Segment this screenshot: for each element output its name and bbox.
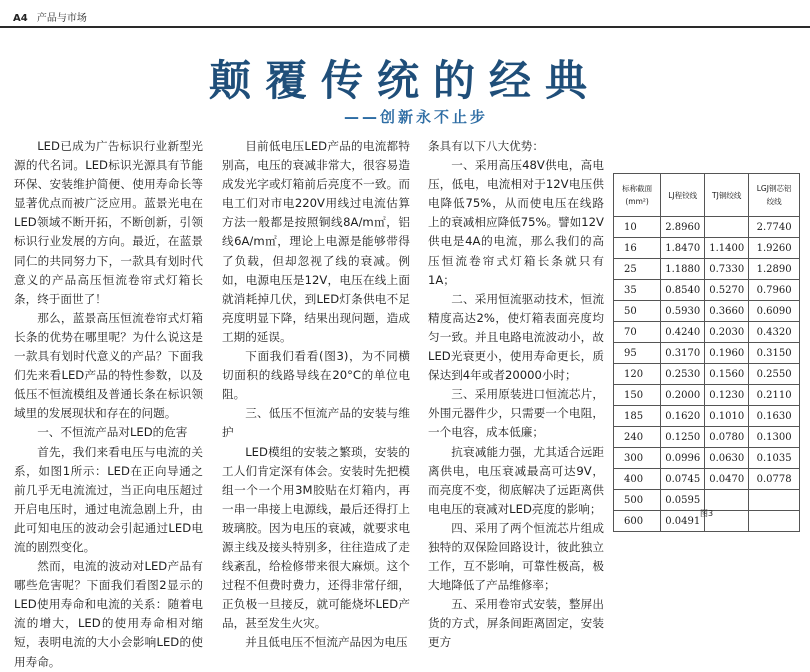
article-subtitle: ——创新永不止步	[343, 108, 488, 126]
table-cell: 600	[614, 511, 661, 532]
table-row	[614, 343, 800, 364]
text-column-3	[428, 137, 604, 650]
table-cell: 0.2530	[661, 364, 705, 385]
paragraph: 三、采用原装进口恒流芯片，外围元器件少，只需要一个电阻，一个电容，成本低廉；	[428, 387, 604, 440]
table-cell: 0.0780	[705, 427, 749, 448]
table-cell: 1.1400	[705, 238, 749, 259]
table-row	[614, 385, 800, 406]
table-header-cell: 标称截面(mm²)	[614, 174, 661, 217]
paragraph: 目前低电压LED产品的电流都特别高，电压的衰减非常大，很容易造成发光字或灯箱前后亮度不一致。而电工们对市电220V用线过电流估算方法一般都是按照铜线8A/m㎡，铝线6A/m㎡，理论上电源是能够带得了负载，但却忽视了线的衰减。例如，电源电压是12V，电压在线上面就消耗掉几伏，到LED灯条供电不足亮度明显下降，结果出现问题，造成工期的延误。	[222, 139, 410, 344]
table-cell: 0.1560	[705, 364, 749, 385]
section-name: 产品与市场	[36, 13, 87, 24]
table-cell: 0.1035	[749, 448, 800, 469]
table-cell: 150	[614, 385, 661, 406]
table-cell: 0.2550	[749, 364, 800, 385]
table-cell: 2.7740	[749, 217, 800, 238]
table-cell: 0.1630	[749, 406, 800, 427]
paragraph: 条具有以下八大优势：	[428, 139, 544, 153]
table-cell: 0.1300	[749, 427, 800, 448]
table-cell: 300	[614, 448, 661, 469]
paragraph: 一、采用高压48V供电，高电压，低电，电流相对于12V电压供电降低75%，从而使电压在线路上的衰减相应降低75%。譬如12V供电是4A的电流，那么我们的高压恒流卷帘式灯箱长条就只有1A；	[428, 158, 604, 287]
paragraph: 抗衰减能力强，尤其适合远距离供电，电压衰减最高可达9V，而亮度不变，彻底解决了远距离供电电压的衰减对LED亮度的影响；	[428, 444, 604, 516]
table-cell: 185	[614, 406, 661, 427]
table-header-cell: TJ铜绞线	[705, 174, 749, 217]
table-cell: 0.1620	[661, 406, 705, 427]
paragraph: 那么，蓝景高压恒流卷帘式灯箱长条的优势在哪里呢？为什么说这是一款具有划时代意义的产品？下面我们先来看LED产品的特性参数，以及低压不恒流模组及普通长条在标识领域里的发展现状和存在的问题。	[14, 310, 203, 421]
article-title: 颠覆传统的经典	[208, 56, 601, 105]
table-cell: 1.2890	[749, 259, 800, 280]
table-cell: 0.1010	[705, 406, 749, 427]
paragraph: 并且低电压不恒流产品因为电压	[245, 635, 408, 650]
table-cell: 0.0470	[705, 469, 749, 490]
table-row	[614, 406, 800, 427]
table-cell: 0.1250	[661, 427, 705, 448]
table-cell: 240	[614, 427, 661, 448]
table-cell: 0.7960	[749, 280, 800, 301]
table-row	[614, 448, 800, 469]
paragraph: 二、采用恒流驱动技术，恒流精度高达2%，使灯箱表面亮度均匀一致。并且电路电流波动小，故LED光衰更小，使用寿命更长，质保达到4年或者20000小时；	[428, 291, 604, 383]
table-cell: 0.0630	[705, 448, 749, 469]
paragraph: LED模组的安装之繁琐，安装的工人们肯定深有体会。安装时先把模组一个一个用3M胶贴在灯箱内，再一串一串接上电源线，最后还得打上玻璃胶。因为电压的衰减，就要求电源主线及接头特别多，往往造成了走线紊乱，给检修带来很大麻烦。这个过程不但费时费力，还得非常仔细，正负极一旦接反，就可能烧坏LED产品，甚至发生火灾。	[222, 444, 410, 631]
table-caption: 图3	[699, 509, 714, 518]
table-cell: 0.0745	[661, 469, 705, 490]
table-row	[614, 280, 800, 301]
table-cell: 0.2110	[749, 385, 800, 406]
table-row	[614, 259, 800, 280]
table-cell: 1.1880	[661, 259, 705, 280]
table-header-row	[614, 174, 800, 217]
table-cell: 0.0595	[661, 490, 705, 511]
table-cell: 95	[614, 343, 661, 364]
table-cell: 0.3170	[661, 343, 705, 364]
table-header-cell: LJ程铰线	[661, 174, 705, 217]
table-cell: 0.5270	[705, 280, 749, 301]
paragraph: 首先，我们来看电压与电流的关系，如图1所示：LED在正向导通之前几乎无电流流过，当正向电压超过开启电压时，通过电流急剧上升，由此可知电压的波动会引起通过LED电流的剧烈变化。	[14, 444, 203, 554]
table-cell: 0.3660	[705, 301, 749, 322]
table-cell: 0.2030	[705, 322, 749, 343]
header-rule	[0, 26, 810, 28]
table-cell: 1.9260	[749, 238, 800, 259]
text-column-2	[222, 137, 410, 650]
paragraph: 然而，电流的波动对LED产品有哪些危害呢？下面我们看图2显示的LED使用寿命和电流的关系：随着电流的增大，LED的使用寿命相对缩短，表明电流的大小会影响LED的使用寿命。	[14, 559, 203, 669]
table-cell: 0.2000	[661, 385, 705, 406]
table-cell: 2.8960	[661, 217, 705, 238]
table-row	[614, 427, 800, 448]
page-header	[13, 9, 87, 24]
table-cell: 0.1230	[705, 385, 749, 406]
table-cell: 50	[614, 301, 661, 322]
table-cell: 120	[614, 364, 661, 385]
table-cell: 400	[614, 469, 661, 490]
page-number: A4	[13, 13, 28, 24]
table-cell	[705, 217, 749, 238]
table-row	[614, 364, 800, 385]
paragraph: 四、采用了两个恒流芯片组成独特的双保险回路设计，彼此独立工作，互不影响，可靠性极高，极大地降低了产品维修率；	[428, 520, 604, 593]
table-cell: 0.1960	[705, 343, 749, 364]
table-cell: 10	[614, 217, 661, 238]
table-row	[614, 238, 800, 259]
table-cell: 500	[614, 490, 661, 511]
table-row	[614, 217, 800, 238]
table-row	[614, 469, 800, 490]
table-header-cell: LGJ钢芯铝绞线	[749, 174, 800, 217]
table-body	[614, 217, 800, 532]
table-cell: 70	[614, 322, 661, 343]
paragraph: 五、采用卷帘式安装，整屏出货的方式，屏条间距离固定，安装更方	[428, 597, 604, 650]
table-cell: 0.7330	[705, 259, 749, 280]
table-row	[614, 301, 800, 322]
section-heading: 一、不恒流产品对LED的危害	[37, 425, 188, 440]
text-column-1	[14, 137, 203, 669]
section-heading: 三、低压不恒流产品的安装与维护	[222, 406, 410, 440]
table-cell: 1.8470	[661, 238, 705, 259]
table-cell: 0.5930	[661, 301, 705, 322]
table-cell: 25	[614, 259, 661, 280]
table-cell: 0.4240	[661, 322, 705, 343]
table-cell: 0.0778	[749, 469, 800, 490]
table-row	[614, 322, 800, 343]
table-cell: 0.0996	[661, 448, 705, 469]
table-cell: 16	[614, 238, 661, 259]
table-cell: 0.0491	[661, 511, 705, 532]
resistance-table	[613, 173, 800, 532]
paragraph: LED已成为广告标识行业新型光源的代名词。LED标识光源具有节能环保、安装维护简便、使用寿命长等显著优点而被广泛应用。蓝景光电在LED领域不断开拓，不断创新，引领标识行业发展的方向。最近，在蓝景同仁的共同努力下，一款具有划时代意义的产品高压恒流卷帘式灯箱长条，终于面世了！	[14, 139, 203, 306]
table-cell: 35	[614, 280, 661, 301]
paragraph: 下面我们看看(图3)，为不同横切面积的线路导线在20°C的单位电阻。	[222, 349, 410, 402]
table-cell: 0.3150	[749, 343, 800, 364]
table-cell: 0.8540	[661, 280, 705, 301]
table-cell: 0.6090	[749, 301, 800, 322]
table-cell: 0.4320	[749, 322, 800, 343]
